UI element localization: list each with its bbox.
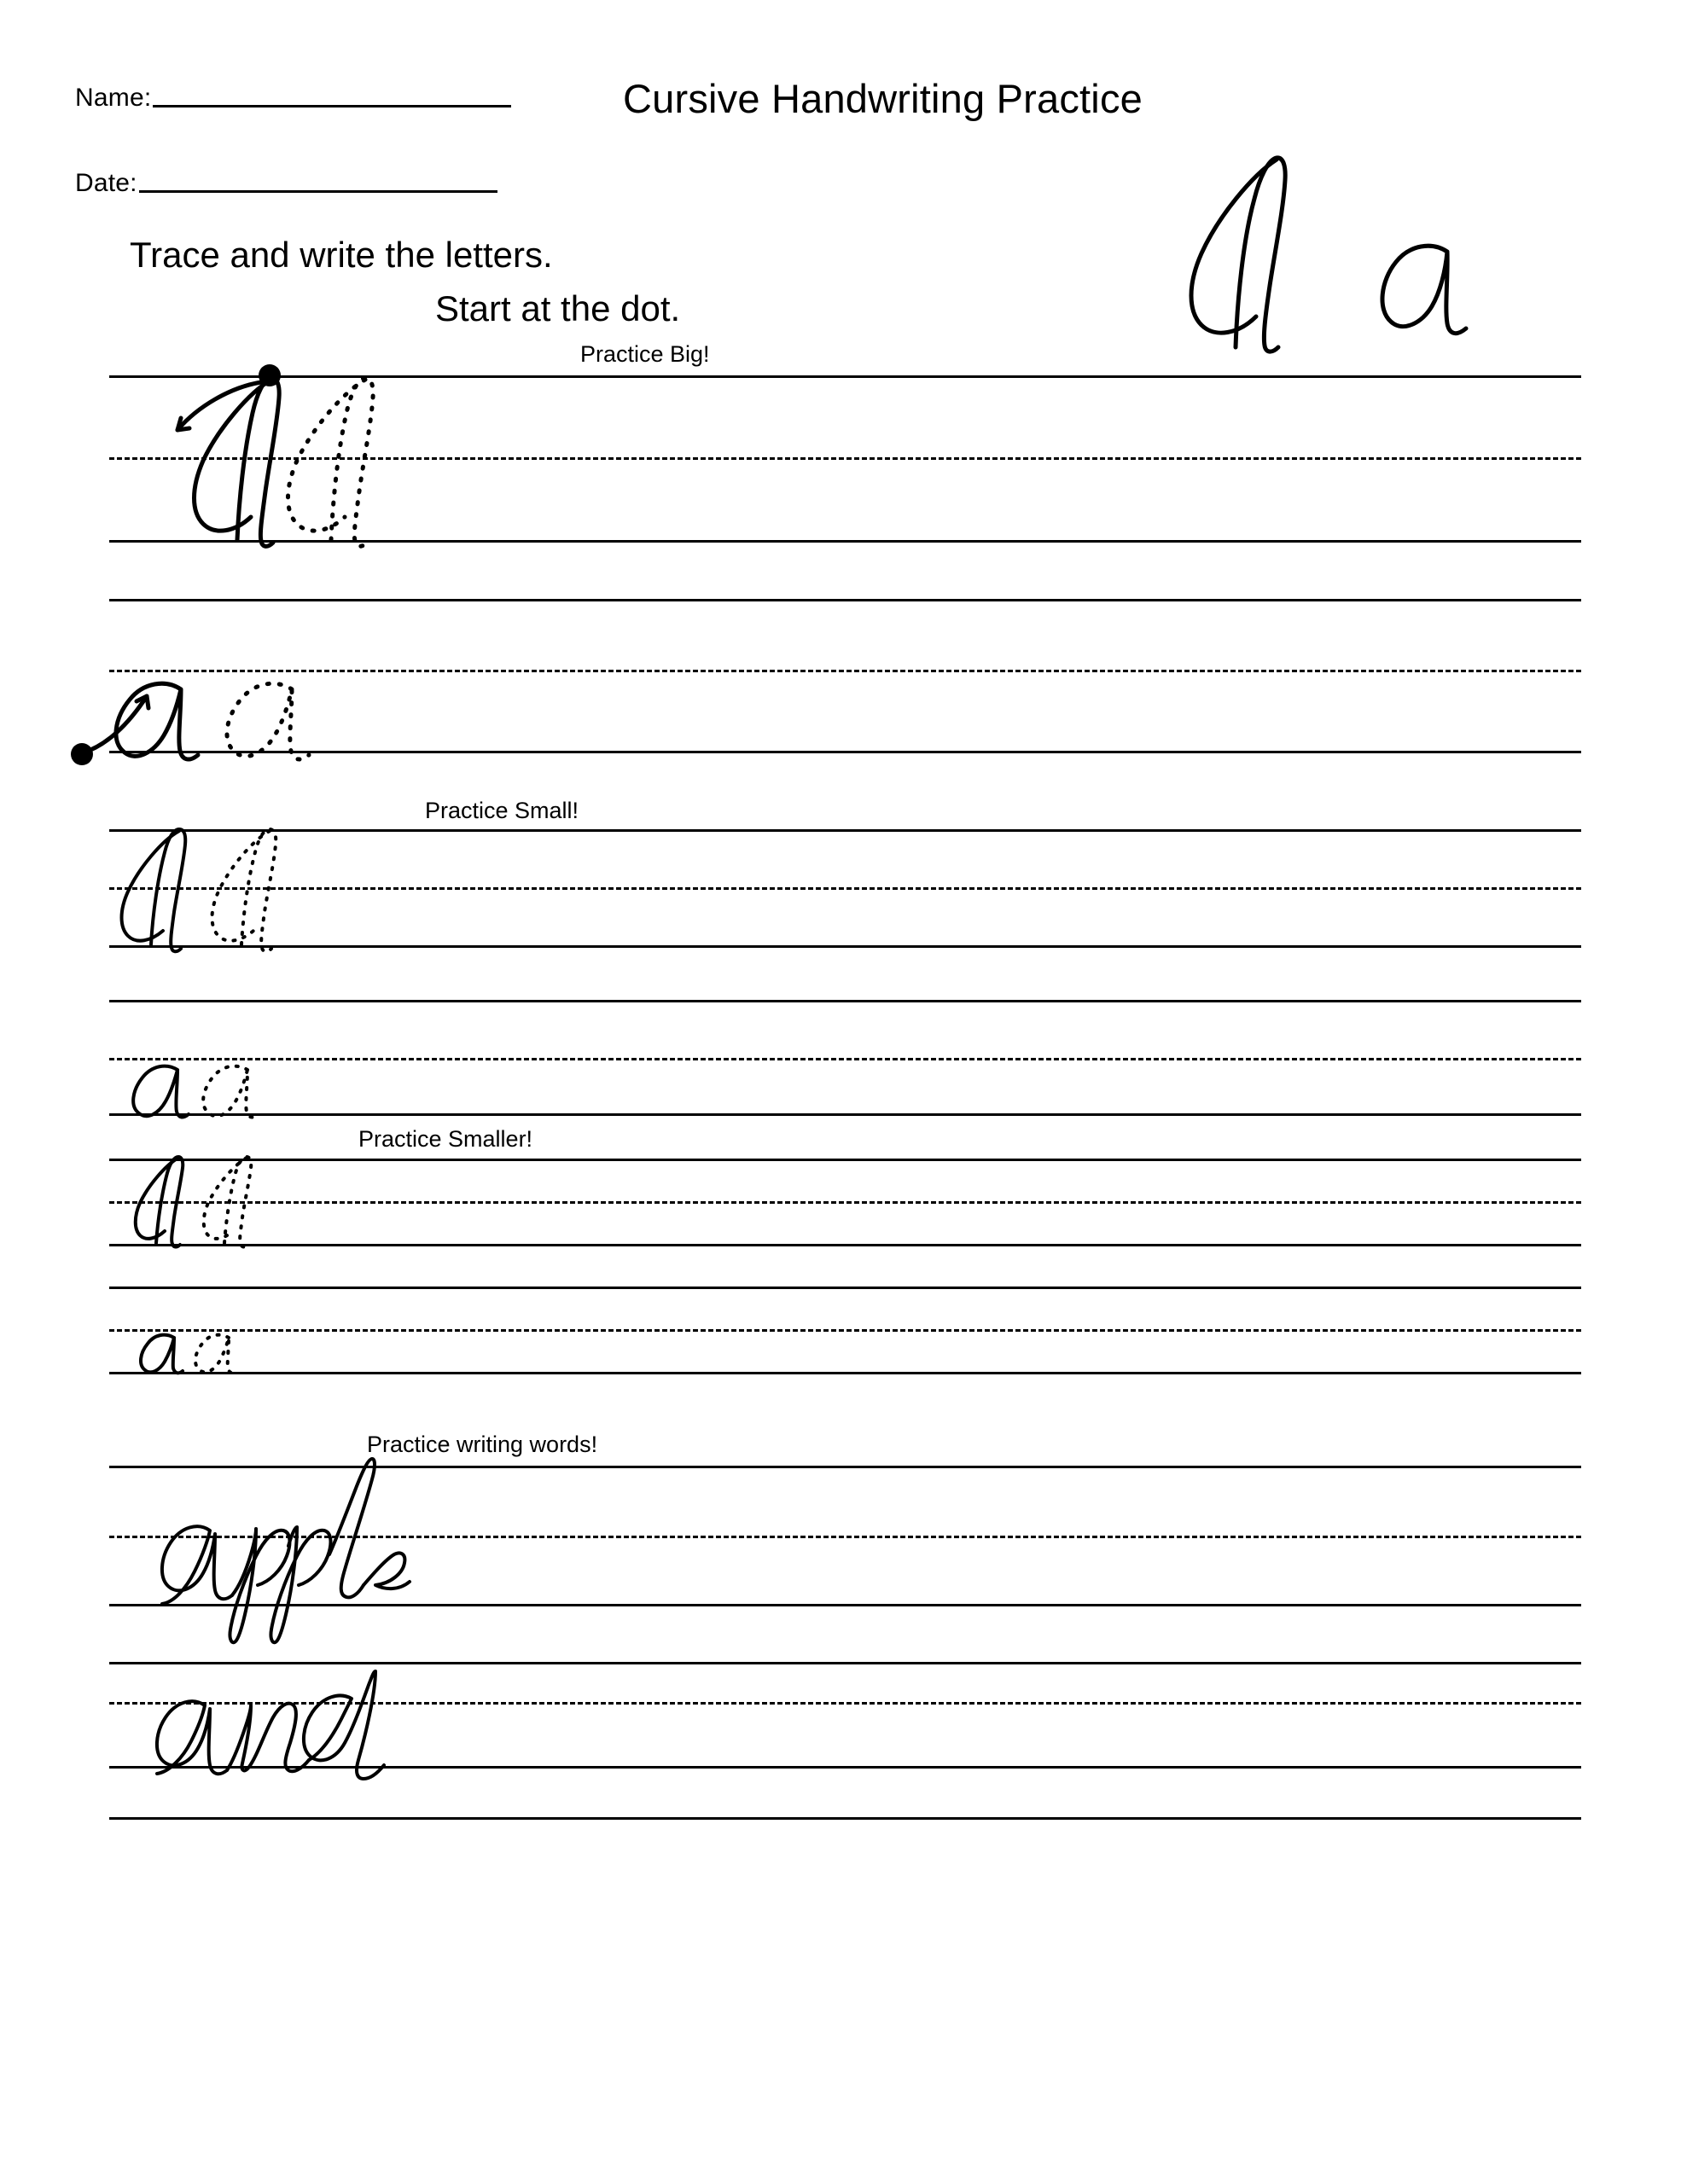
- trace-group-lowercase-big[interactable]: [68, 657, 427, 776]
- rule-desc-3: [109, 1000, 1581, 1002]
- date-field-row: [75, 171, 497, 196]
- letter-sample-display: [1109, 149, 1519, 346]
- date-write-line[interactable]: [139, 190, 497, 193]
- name-write-line[interactable]: [153, 105, 511, 107]
- trace-group-lowercase-smaller[interactable]: [128, 1321, 367, 1389]
- caption-practice-small: Practice Small!: [425, 798, 579, 823]
- rule-desc-5: [109, 1287, 1581, 1289]
- caption-practice-smaller: Practice Smaller!: [358, 1126, 533, 1152]
- word-model-and[interactable]: [145, 1685, 572, 1856]
- name-label: Name:: [75, 84, 152, 112]
- rule-desc-7: [109, 1662, 1581, 1664]
- date-label: Date:: [75, 169, 137, 197]
- word-model-apple[interactable]: [145, 1426, 623, 1648]
- trace-group-uppercase-smaller[interactable]: [115, 1147, 371, 1267]
- instruction-line-2: Start at the dot.: [435, 288, 681, 328]
- instruction-line-1: Trace and write the letters.: [130, 235, 553, 275]
- start-dot: [71, 743, 93, 765]
- caption-practice-big: Practice Big!: [580, 341, 710, 367]
- caption-practice-words: Practice writing words!: [367, 1432, 598, 1457]
- trace-group-lowercase-small[interactable]: [119, 1048, 393, 1133]
- trace-group-uppercase-big[interactable]: [94, 357, 452, 570]
- rule-desc-1: [109, 599, 1581, 601]
- name-field-row: [75, 85, 511, 111]
- page-title: Cursive Handwriting Practice: [623, 76, 1143, 121]
- trace-group-uppercase-small[interactable]: [98, 815, 405, 973]
